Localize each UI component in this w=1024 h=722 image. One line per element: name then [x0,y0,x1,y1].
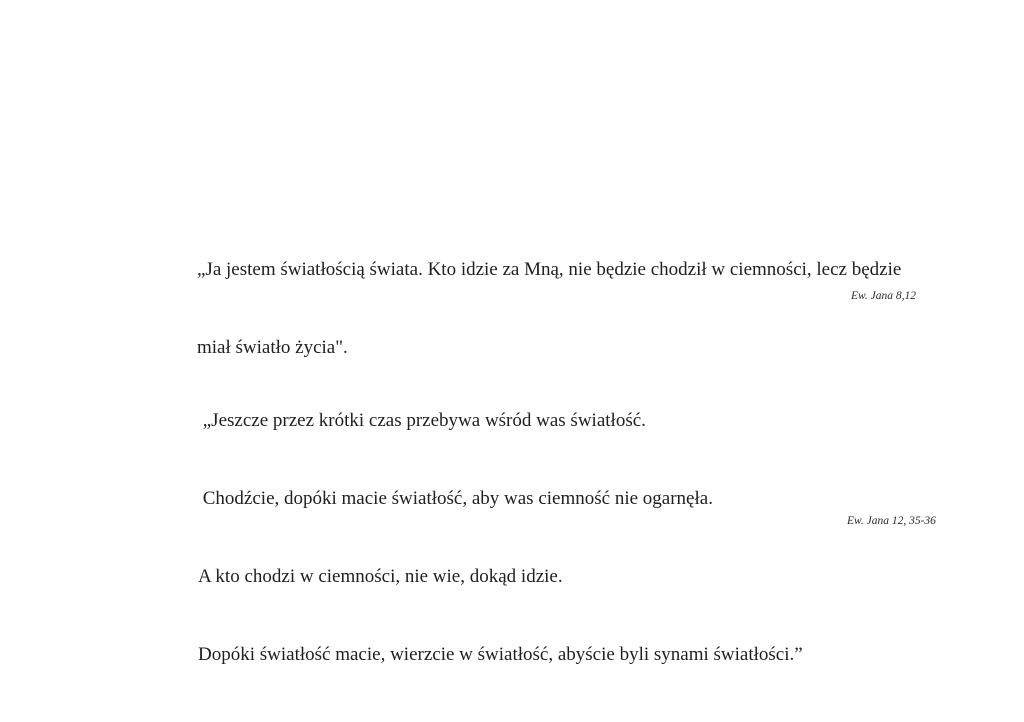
quote-line: Dopóki światłość macie, wierzcie w światłość, abyście byli synami światłości.” [198,644,803,665]
quote-john-12-35-36 [198,356,803,694]
citation-john-8-12: Ew. Jana 8,12 [851,290,916,302]
citation-john-12-35-36: Ew. Jana 12, 35-36 [847,515,936,527]
quote-line: „Jeszcze przez krótki czas przebywa wśród was światłość. [198,410,646,431]
quote-line: A kto chodzi w ciemności, nie wie, dokąd idzie. [198,566,563,587]
quote-line: „Ja jestem światłością świata. Kto idzie za Mną, nie będzie chodził w ciemności, lecz będzie [197,259,902,280]
quote-line: Chodźcie, dopóki macie światłość, aby was ciemność nie ogarnęła. [198,488,713,509]
quote-line: miał światło życia". [197,337,348,358]
